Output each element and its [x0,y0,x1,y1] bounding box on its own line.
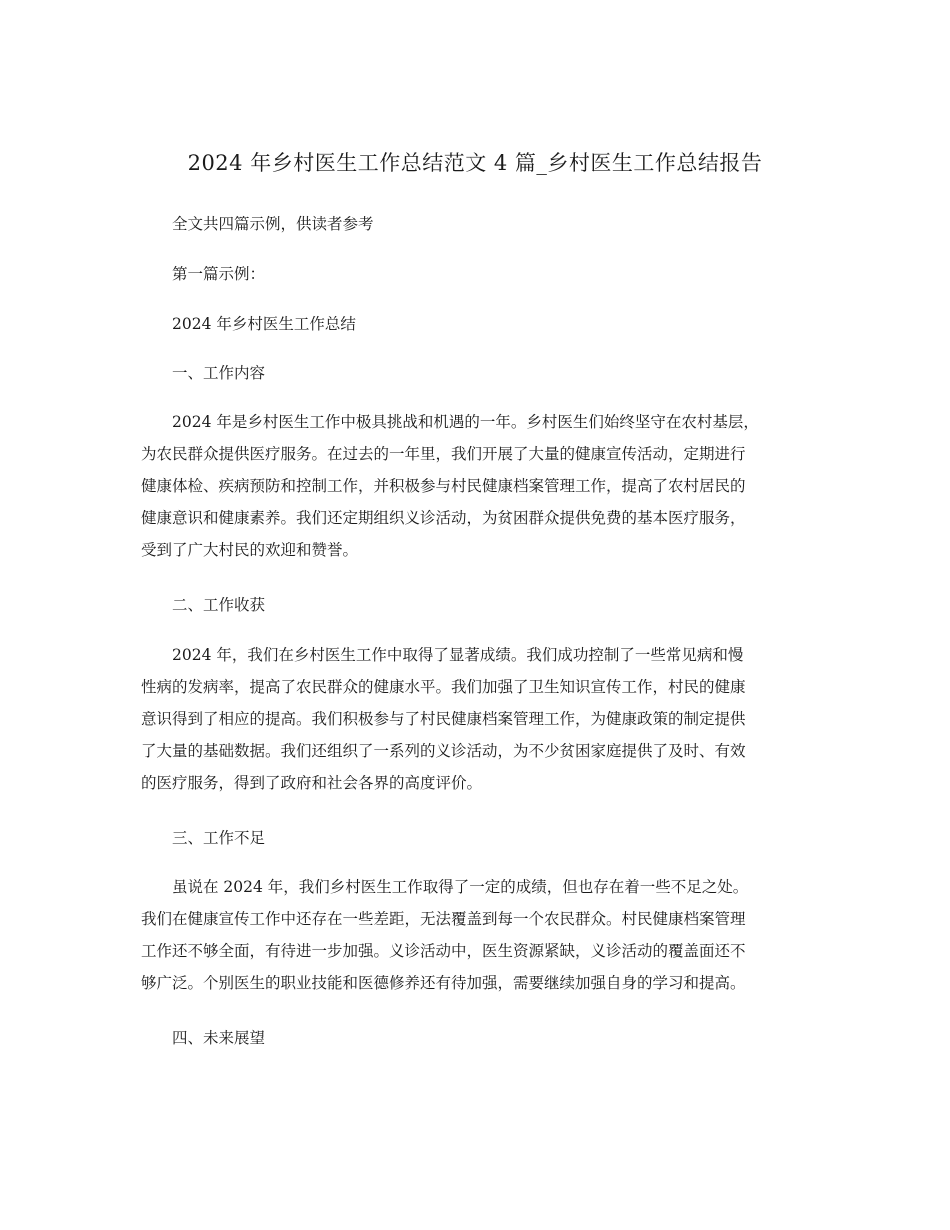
paragraph-line: 受到了广大村民的欢迎和赞誉。 [141,541,359,559]
paragraph-line: 的医疗服务，得到了政府和社会各界的高度评价。 [141,774,483,792]
paragraph-line: 健康体检、疾病预防和控制工作，并积极参与村民健康档案管理工作，提高了农村居民的 [141,477,746,495]
paragraph-line: 2024 年是乡村医生工作中极具挑战和机遇的一年。乡村医生们始终坚守在农村基层， [172,413,759,431]
section-heading-2: 二、工作收获 [172,596,266,614]
section-heading-4: 四、未来展望 [172,1029,266,1047]
paragraph-line: 意识得到了相应的提高。我们积极参与了村民健康档案管理工作，为健康政策的制定提供 [141,710,746,728]
paragraph-line: 性病的发病率，提高了农民群众的健康水平。我们加强了卫生知识宣传工作，村民的健康 [141,678,746,696]
paragraph-line: 为农民群众提供医疗服务。在过去的一年里，我们开展了大量的健康宣传活动，定期进行 [141,445,746,463]
paragraph-line: 工作还不够全面，有待进一步加强。义诊活动中，医生资源紧缺，义诊活动的覆盖面还不 [141,942,746,960]
document-title: 2024 年乡村医生工作总结范文 4 篇_乡村医生工作总结报告 [187,151,763,175]
intro-text: 全文共四篇示例，供读者参考 [172,215,374,233]
paragraph-line: 健康意识和健康素养。我们还定期组织义诊活动，为贫困群众提供免费的基本医疗服务， [141,509,746,527]
paragraph-line: 虽说在 2024 年，我们乡村医生工作取得了一定的成绩，但也存在着一些不足之处。 [172,878,749,896]
paragraph-line: 够广泛。个别医生的职业技能和医德修养还有待加强，需要继续加强自身的学习和提高。 [141,974,746,992]
section-heading-1: 一、工作内容 [172,364,266,382]
section-heading-3: 三、工作不足 [172,829,266,847]
paragraph-line: 了大量的基础数据。我们还组织了一系列的义诊活动，为不少贫困家庭提供了及时、有效 [141,742,746,760]
subtitle: 2024 年乡村医生工作总结 [172,315,356,333]
paragraph-line: 2024 年，我们在乡村医生工作中取得了显著成绩。我们成功控制了一些常见病和慢 [172,646,744,664]
example-label: 第一篇示例： [172,265,266,283]
paragraph-line: 我们在健康宣传工作中还存在一些差距，无法覆盖到每一个农民群众。村民健康档案管理 [141,910,746,928]
